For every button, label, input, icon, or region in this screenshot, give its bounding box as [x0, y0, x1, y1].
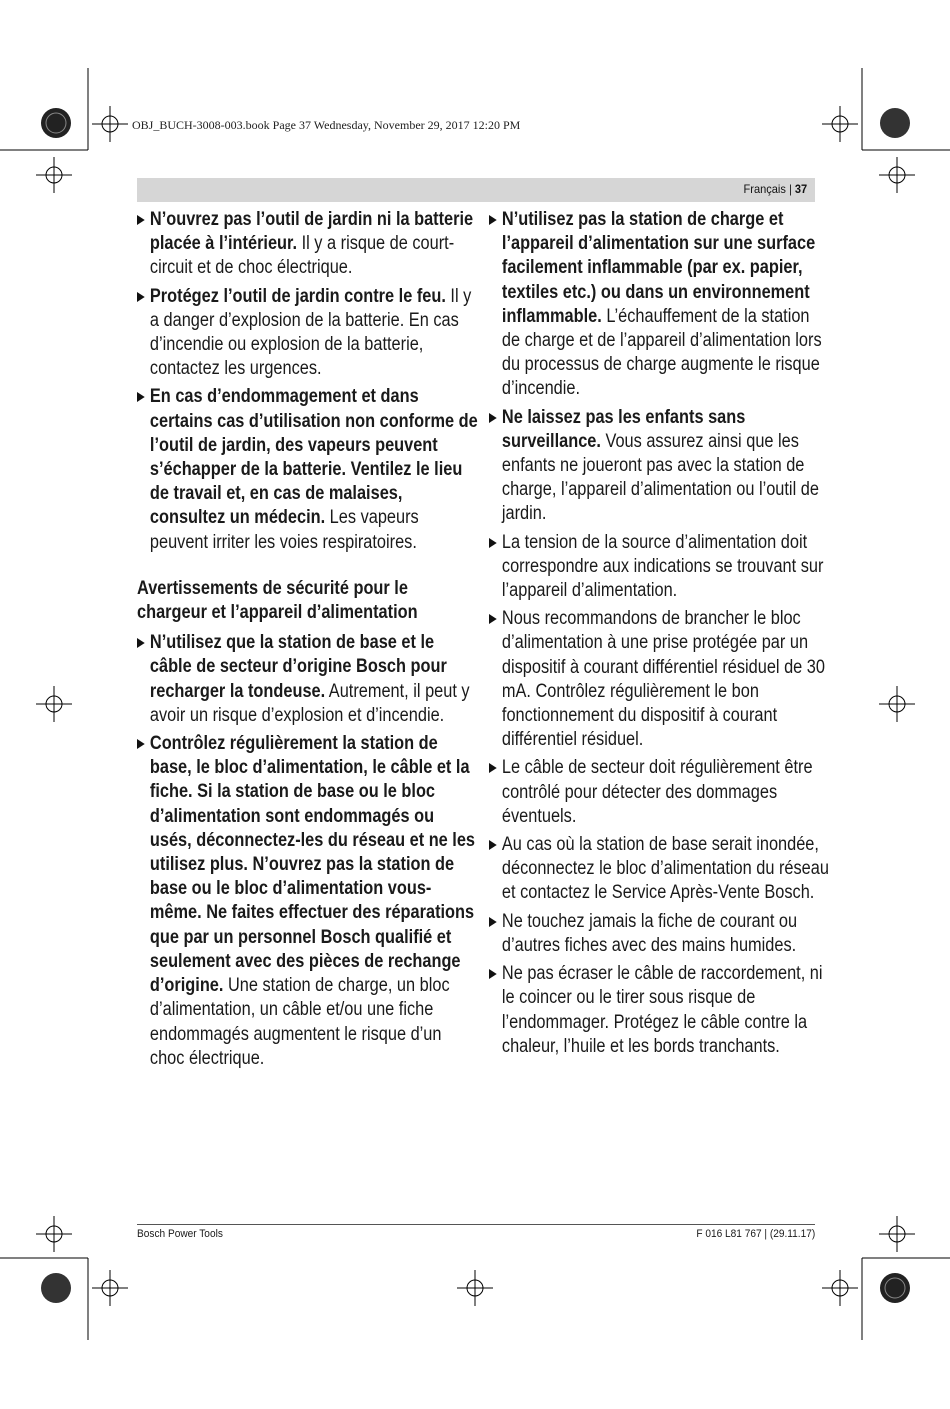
warning-bold-text: Protégez l’outil de jardin contre le feu.: [149, 285, 446, 307]
warning-bold-text: Contrôlez régulièrement la station de base, le bloc d’alimentation, le câble et la fiche. Si la station de base ou le bloc d’alimentation sont endommagés ou usés, déconnectez-les du réseau et ne les utilisez plus. N’ouvrez pas la station de base ou le bloc d’alimentation vous-même. Ne faites effectuer des réparations que par un personnel Bosch qualifié et seulement avec des pièces de rechange d’origine.: [149, 733, 476, 997]
warning-body-text: Vous assurez ainsi que les enfants ne joueront pas avec la station de charge, l’appareil d’alimentation ou l’outil de jardin.: [501, 430, 819, 525]
warning-body-text: Ne touchez jamais la fiche de courant ou d’autres fiches avec des mains humides.: [501, 910, 798, 956]
book-file-header: OBJ_BUCH-3008-003.book Page 37 Wednesday, November 29, 2017 12:20 PM: [132, 118, 521, 132]
warning-body-text: Le câble de secteur doit régulièrement être contrôlé pour détecter des dommages éventuels.: [501, 757, 813, 827]
triangle-bullet-icon: [489, 614, 497, 624]
list-item: [489, 531, 831, 604]
warning-bold-text: Ne laissez pas les enfants sans surveillance.: [501, 406, 746, 452]
triangle-bullet-icon: [489, 917, 497, 927]
warning-bold-text: En cas d’endommagement et dans certains cas d’utilisation non conforme de l’outil de jardin, des vapeurs peuvent s’échapper de la batterie. Ventilez le lieu de travail et, en cas de malaises, consultez un médecin.: [149, 386, 478, 529]
section-heading: Avertissements de sécurité pour le chargeur et l’appareil d’alimentation: [137, 577, 418, 624]
warning-body-text: Nous recommandons de brancher le bloc d’alimentation à une prise protégée par un dispositif à courant différentiel résiduel de 30 mA. Contrôlez régulièrement le bon fonctionnement du dispositif à courant différentiel résiduel.: [501, 608, 825, 751]
warning-body-text: Au cas où la station de base serait inondée, déconnectez le bloc d’alimentation du réseau et contactez le Service Après-Vente Bosch.: [501, 834, 829, 904]
right-column: [489, 208, 829, 1063]
list-item: [489, 910, 831, 958]
triangle-bullet-icon: [137, 292, 145, 302]
warning-body-text: La tension de la source d’alimentation doit correspondre aux indications se trouvant sur l’appareil d’alimentation.: [501, 531, 824, 602]
warning-bold-text: N’utilisez pas la station de charge et l’appareil d’alimentation sur une surface facilement inflammable (par ex. papier, textiles etc.) ou dans un environnement inflammable.: [501, 209, 816, 327]
list-item: [489, 833, 831, 906]
warning-body-text: Autrement, il peut y avoir un risque d’explosion et d’incendie.: [149, 680, 470, 726]
triangle-bullet-icon: [137, 739, 145, 749]
page-number: 37: [794, 182, 807, 196]
triangle-bullet-icon: [489, 413, 497, 423]
warning-bold-text: N’ouvrez pas l’outil de jardin ni la batterie placée à l’intérieur.: [149, 209, 474, 255]
warning-body-text: Ne pas écraser le câble de raccordement, ni le coincer ou le tirer sous risque de l’endommager. Protégez le câble contre la chaleur, l’huile et les bords tranchants.: [501, 963, 823, 1057]
left-column: [137, 208, 478, 1075]
warning-bold-text: N’utilisez que la station de base et le câble de secteur d’origine Bosch pour recharger la tondeuse.: [149, 632, 447, 702]
triangle-bullet-icon: [489, 538, 497, 548]
triangle-bullet-icon: [489, 763, 497, 773]
footer-brand: Bosch Power Tools: [137, 1228, 223, 1240]
triangle-bullet-icon: [489, 969, 497, 979]
page-header-text: [743, 182, 807, 196]
warning-body-text: L’échauffement de la station de charge et de l’appareil d’alimentation lors du processus de charge augmente le risque d’incendie.: [501, 305, 822, 400]
triangle-bullet-icon: [489, 215, 497, 225]
list-item: [137, 285, 479, 382]
warning-body-text: Il y a danger d’explosion de la batterie. En cas d’incendie ou explosion de la batterie, contactez les urgences.: [149, 285, 472, 380]
list-item: [137, 385, 479, 554]
list-item: [489, 756, 831, 829]
footer-divider: [137, 1224, 815, 1225]
list-item: [489, 208, 831, 402]
list-item: [489, 607, 831, 752]
triangle-bullet-icon: [137, 392, 145, 402]
triangle-bullet-icon: [489, 840, 497, 850]
warning-body-text: Une station de charge, un bloc d’alimentation, un câble et/ou une fiche endommagés augmentent le risque d’un choc électrique.: [149, 975, 450, 1069]
list-item: [489, 962, 831, 1059]
header-separator: |: [788, 182, 792, 196]
list-item: [489, 406, 831, 527]
page-header-band: [137, 178, 815, 202]
footer-doc-number: F 016 L81 767 | (29.11.17): [696, 1228, 815, 1240]
triangle-bullet-icon: [137, 215, 145, 225]
list-item: [137, 631, 479, 728]
header-language: Français: [743, 182, 786, 196]
list-item: [137, 208, 479, 281]
warning-body-text: Il y a risque de court-circuit et de choc électrique.: [149, 233, 455, 279]
triangle-bullet-icon: [137, 638, 145, 648]
list-item: [137, 732, 479, 1071]
warning-body-text: Les vapeurs peuvent irriter les voies respiratoires.: [149, 507, 419, 553]
